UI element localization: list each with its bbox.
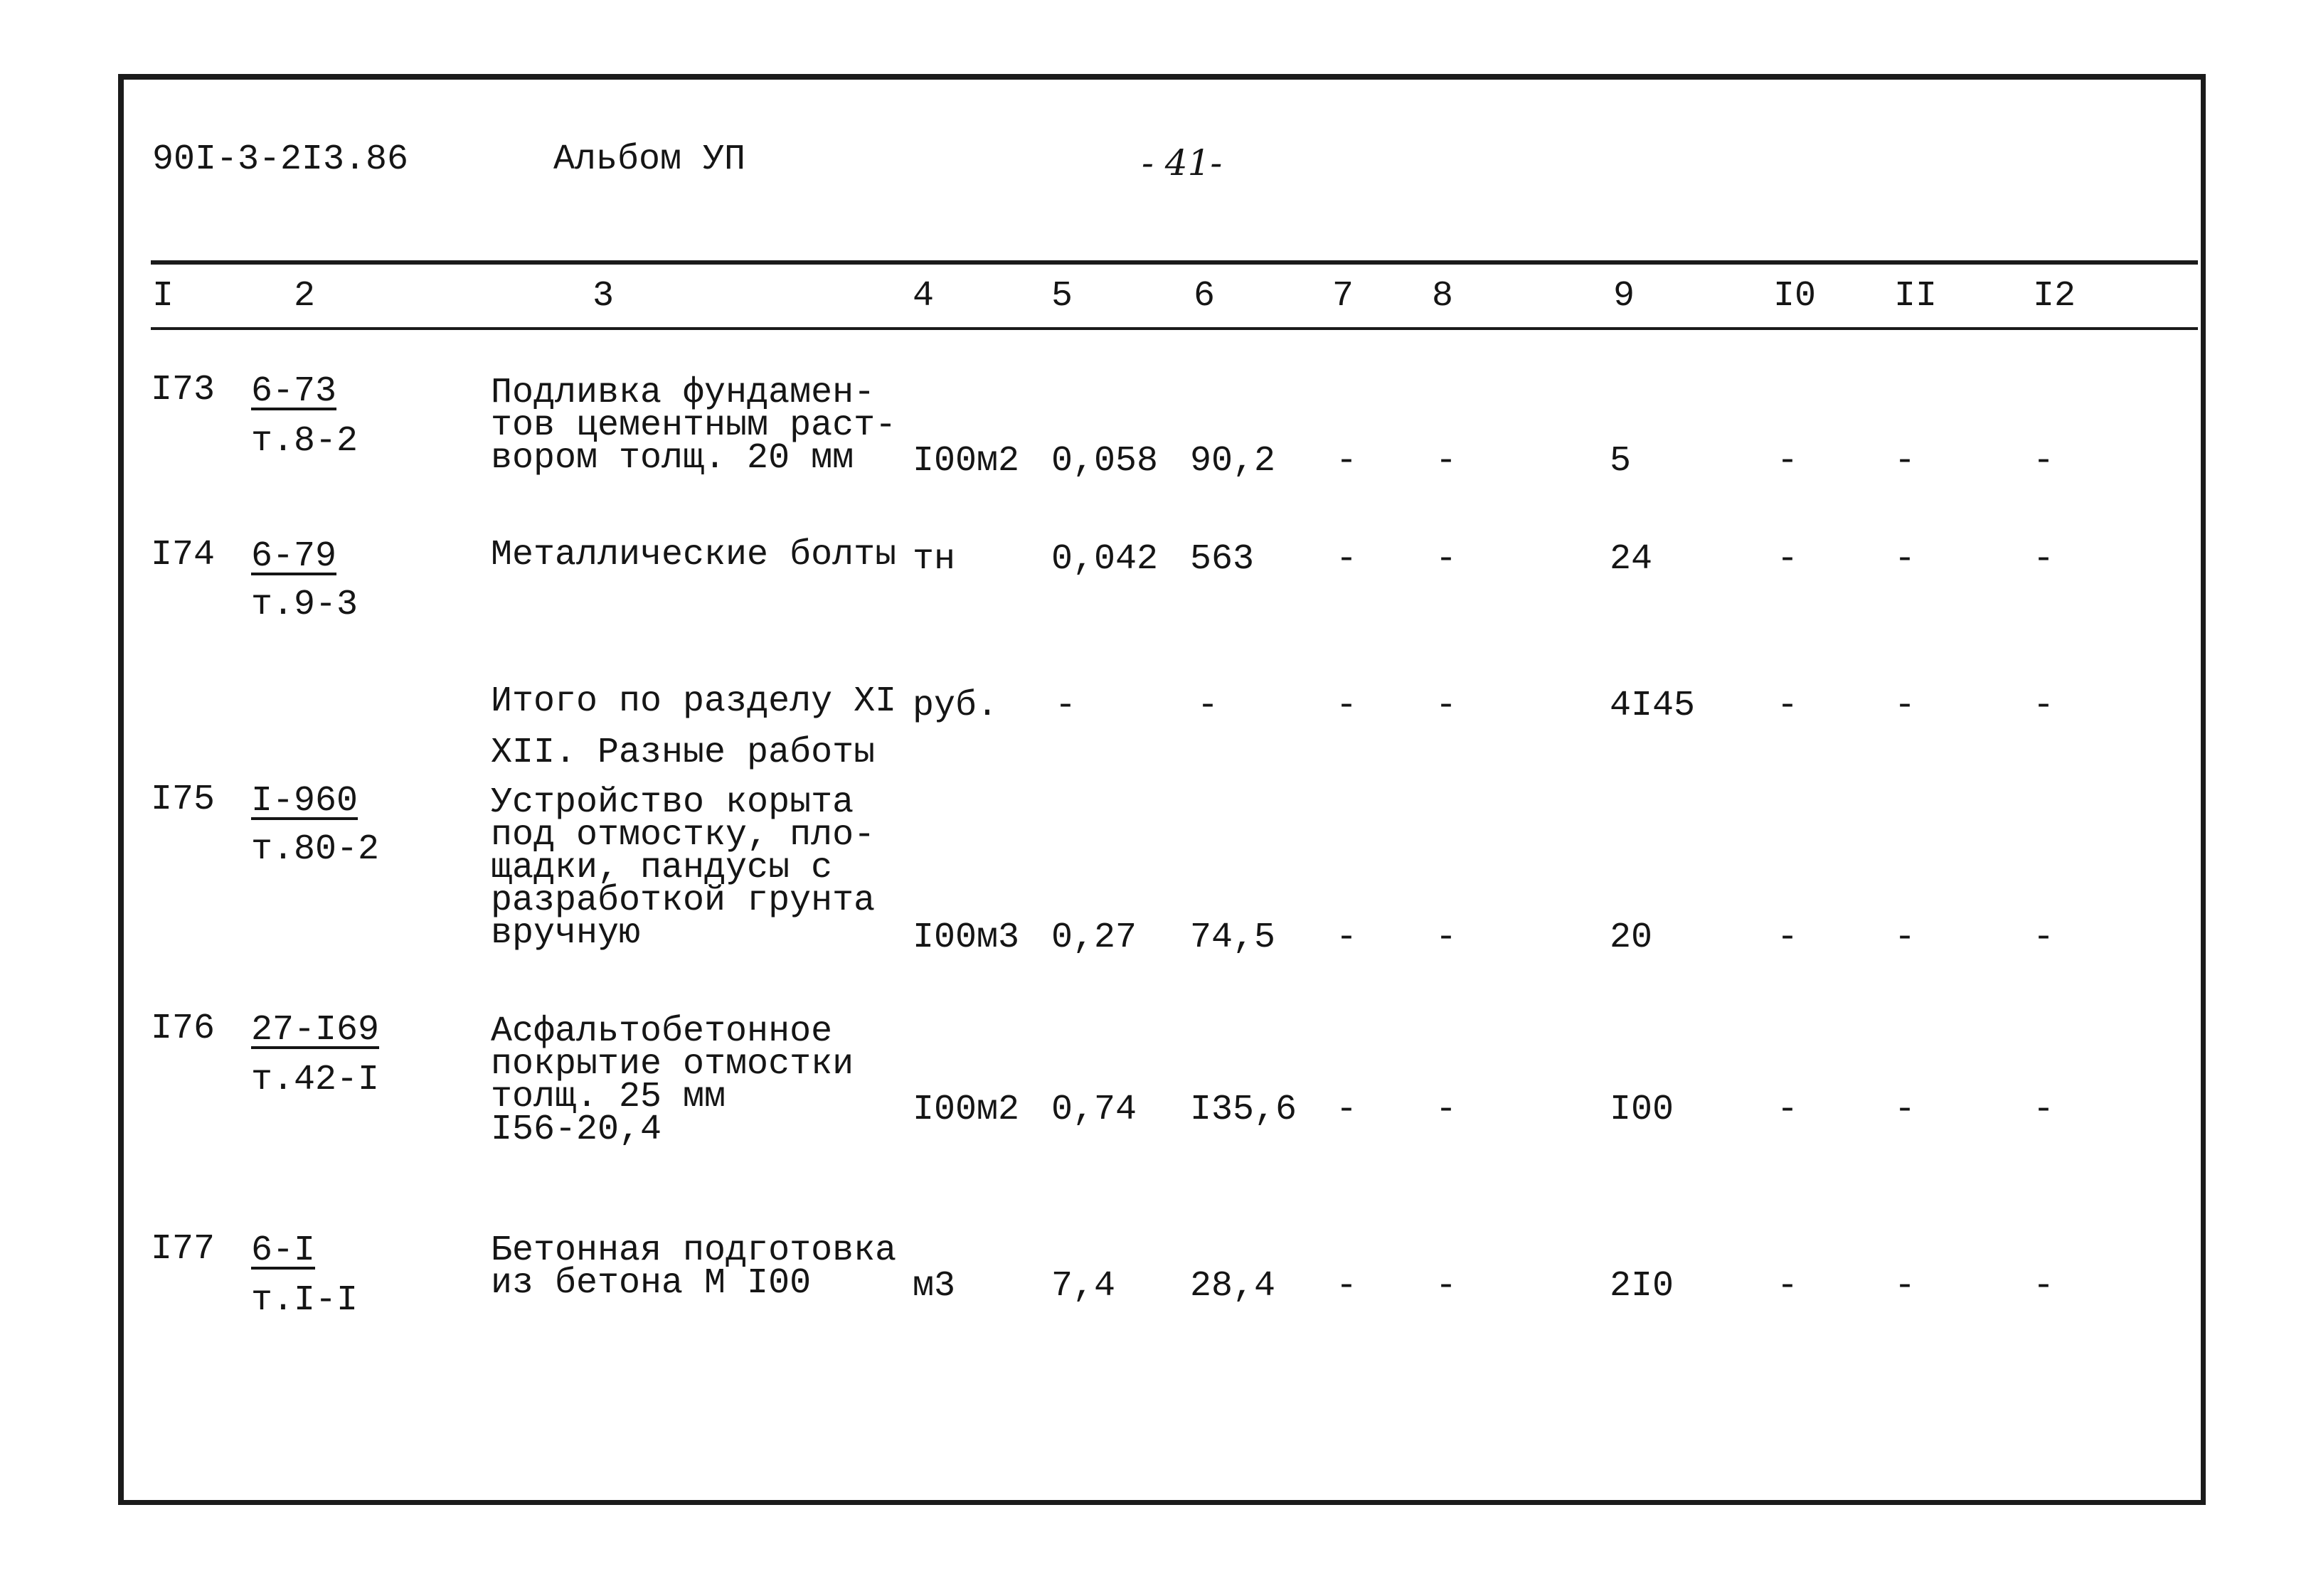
col8-value: - — [1435, 917, 1457, 958]
col10-value: - — [1777, 686, 1799, 726]
norm-code: I-960 — [251, 781, 358, 821]
col11-value: - — [1894, 917, 1916, 958]
col12-value: - — [2033, 539, 2055, 580]
album-title: Альбом УП — [553, 139, 746, 180]
unit: тн — [913, 539, 956, 580]
header-rule-top — [151, 260, 2198, 265]
col12-value: - — [2033, 1090, 2055, 1130]
col-head-4: 4 — [913, 276, 935, 316]
section-total-label: Итого по разделу XI — [491, 681, 897, 722]
section-heading: XII. Разные работы — [491, 733, 876, 773]
unit-price: 563 — [1190, 539, 1255, 580]
work-description: Подливка фундамен- тов цементным раст- вором толщ. 20 мм — [491, 373, 897, 479]
doc-code: 90I-3-2I3.86 — [152, 139, 409, 180]
quantity: 0,058 — [1051, 441, 1159, 482]
col7-value: - — [1336, 1090, 1358, 1130]
work-description: Металлические болты — [491, 535, 897, 575]
col10-value: - — [1777, 1090, 1799, 1130]
col8-value: - — [1435, 441, 1457, 482]
quantity: 0,042 — [1051, 539, 1159, 580]
col-head-2: 2 — [294, 276, 316, 316]
col11-value: - — [1894, 1090, 1916, 1130]
work-description: Устройство корыта под отмостку, пло- щадки, пандусы с разработкой грунта вручную — [491, 782, 876, 954]
col11-value: - — [1894, 441, 1916, 482]
unit: руб. — [913, 686, 999, 726]
page-number: - 41- — [1142, 142, 1223, 183]
col-head-5: 5 — [1051, 276, 1073, 316]
unit-price: - — [1197, 686, 1219, 726]
col-head-7: 7 — [1332, 276, 1354, 316]
norm-code: 6-79 — [251, 536, 337, 577]
quantity: 0,74 — [1051, 1090, 1137, 1130]
col8-value: - — [1435, 1266, 1457, 1307]
row-number: I73 — [151, 370, 216, 410]
col-head-9: 9 — [1613, 276, 1635, 316]
col10-value: - — [1777, 917, 1799, 958]
norm-table: т.8-2 — [251, 421, 358, 462]
norm-code: 27-I69 — [251, 1010, 380, 1050]
row-number: I75 — [151, 780, 216, 820]
norm-table: т.80-2 — [251, 829, 380, 870]
col-head-10: I0 — [1773, 276, 1817, 316]
work-description: Бетонная подготовка из бетона М I00 — [491, 1230, 897, 1304]
col12-value: - — [2033, 441, 2055, 482]
col-head-3: 3 — [593, 276, 615, 316]
unit-price: I35,6 — [1190, 1090, 1297, 1130]
norm-code: 6-I — [251, 1230, 316, 1271]
quantity: - — [1055, 686, 1077, 726]
norm-table: т.9-3 — [251, 585, 358, 625]
norm-code: 6-73 — [251, 371, 337, 412]
col11-value: - — [1894, 1266, 1916, 1307]
unit-price: 28,4 — [1190, 1266, 1276, 1307]
unit: I00м2 — [913, 441, 1020, 482]
unit: I00м2 — [913, 1090, 1020, 1130]
col7-value: - — [1336, 1266, 1358, 1307]
quantity: 7,4 — [1051, 1266, 1116, 1307]
row-number: I74 — [151, 535, 216, 575]
col-head-12: I2 — [2033, 276, 2076, 316]
col7-value: - — [1336, 539, 1358, 580]
col12-value: - — [2033, 917, 2055, 958]
unit: м3 — [913, 1266, 956, 1307]
col8-value: - — [1435, 1090, 1457, 1130]
col10-value: - — [1777, 441, 1799, 482]
col8-value: - — [1435, 686, 1457, 726]
col9-value: 20 — [1610, 917, 1653, 958]
norm-table: т.I-I — [251, 1280, 358, 1321]
col7-value: - — [1336, 686, 1358, 726]
col12-value: - — [2033, 1266, 2055, 1307]
work-description: Асфальтобетонное покрытие отмостки толщ. 25 мм I56-20,4 — [491, 1011, 854, 1150]
row-number: I76 — [151, 1009, 216, 1049]
page-frame — [118, 74, 2206, 1505]
quantity: 0,27 — [1051, 917, 1137, 958]
col9-value: 4I45 — [1610, 686, 1696, 726]
col12-value: - — [2033, 686, 2055, 726]
col10-value: - — [1777, 1266, 1799, 1307]
col10-value: - — [1777, 539, 1799, 580]
row-number: I77 — [151, 1229, 216, 1270]
col11-value: - — [1894, 686, 1916, 726]
col9-value: 5 — [1610, 441, 1632, 482]
unit: I00м3 — [913, 917, 1020, 958]
col9-value: I00 — [1610, 1090, 1674, 1130]
header-rule-bottom — [151, 327, 2198, 330]
col9-value: 2I0 — [1610, 1266, 1674, 1307]
col-head-6: 6 — [1194, 276, 1216, 316]
col-head-1: I — [152, 276, 174, 316]
col11-value: - — [1894, 539, 1916, 580]
col-head-11: II — [1894, 276, 1938, 316]
col-head-8: 8 — [1432, 276, 1454, 316]
norm-table: т.42-I — [251, 1060, 380, 1100]
col7-value: - — [1336, 917, 1358, 958]
col8-value: - — [1435, 539, 1457, 580]
unit-price: 90,2 — [1190, 441, 1276, 482]
unit-price: 74,5 — [1190, 917, 1276, 958]
col7-value: - — [1336, 441, 1358, 482]
col9-value: 24 — [1610, 539, 1653, 580]
